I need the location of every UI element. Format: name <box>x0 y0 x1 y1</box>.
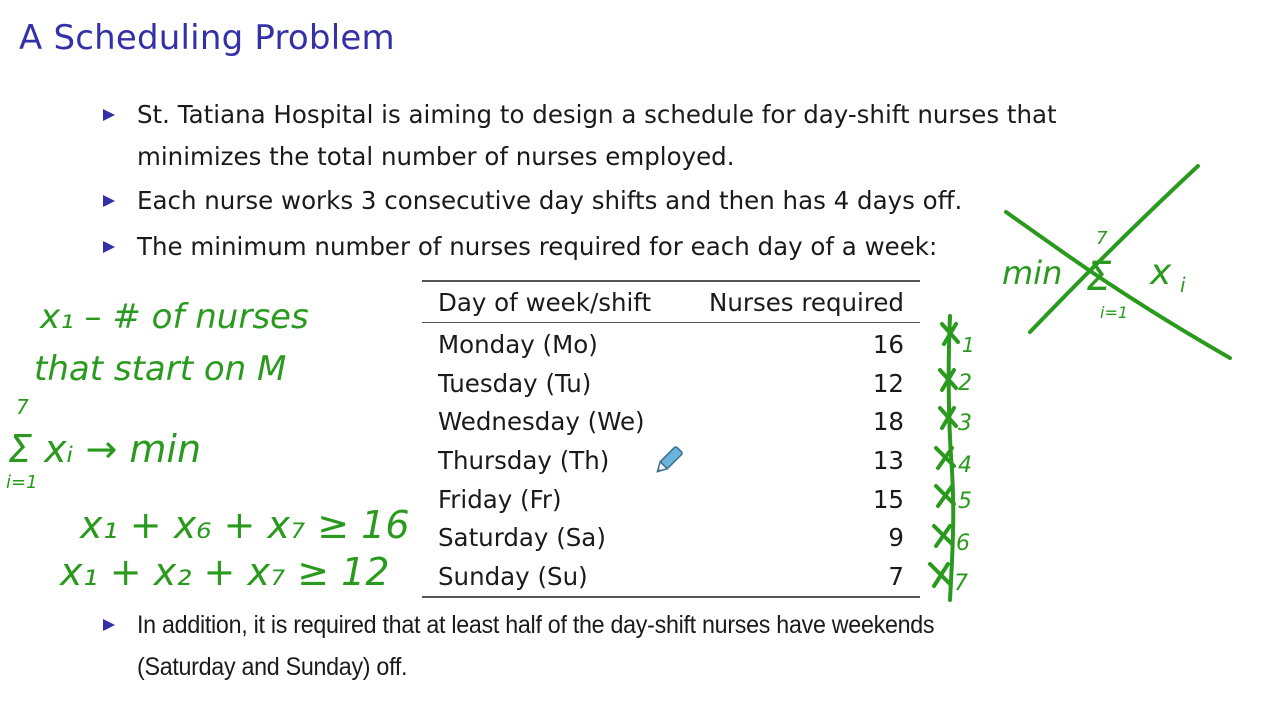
day-cell: Thursday (Th) <box>438 445 610 475</box>
annotation-definition <box>34 297 309 389</box>
pencil-icon[interactable] <box>650 443 686 479</box>
table-row <box>422 364 920 403</box>
table-row <box>422 518 920 557</box>
day-cell: Wednesday (We) <box>438 407 645 437</box>
bullet-text: (Saturday and Sunday) off. <box>137 653 408 681</box>
bullet-text: In addition, it is required that at least half of the day-shift nurses have weekends <box>137 611 935 639</box>
svg-text:4: 4 <box>958 453 972 478</box>
nurses-required-table <box>422 280 920 598</box>
day-cell: Tuesday (Tu) <box>438 368 592 398</box>
annotation-crossed-out-objective <box>1002 166 1230 358</box>
day-cell: Monday (Mo) <box>438 329 598 359</box>
svg-text:x: x <box>1150 252 1172 293</box>
bullet-triangle-icon <box>103 195 115 207</box>
bullet-text: Each nurse works 3 consecutive day shifts and then has 4 days off. <box>137 186 963 215</box>
required-cell: 13 <box>872 445 904 475</box>
day-cell: Saturday (Sa) <box>438 523 606 553</box>
annotation-text: i=1 <box>6 472 38 493</box>
table-row <box>422 323 920 364</box>
svg-text:i: i <box>1180 273 1186 297</box>
bullet-triangle-icon <box>103 241 115 253</box>
annotation-text: x₁ + x₆ + x₇ ≥ 16 <box>80 503 410 547</box>
annotation-variable-column <box>930 316 975 600</box>
annotation-text: x₁ – # of nurses <box>40 297 309 337</box>
required-cell: 9 <box>888 523 904 553</box>
svg-text:7: 7 <box>954 571 968 596</box>
required-cell: 15 <box>872 484 904 514</box>
annotation-constraints <box>59 503 410 594</box>
bullet-text: minimizes the total number of nurses employed. <box>137 142 735 171</box>
svg-text:6: 6 <box>956 531 970 556</box>
day-cell: Sunday (Su) <box>438 561 588 591</box>
table-row <box>422 402 920 441</box>
bullet-triangle-icon <box>103 109 115 121</box>
svg-text:i=1: i=1 <box>1100 303 1129 322</box>
bullet-triangle-icon <box>103 619 115 631</box>
annotation-text: 7 <box>16 395 29 419</box>
annotation-text: Σ xᵢ → min <box>8 427 202 471</box>
column-header-required: Nurses required <box>709 287 904 317</box>
svg-text:2: 2 <box>958 371 972 396</box>
svg-text:3: 3 <box>958 411 972 436</box>
table-row <box>422 480 920 519</box>
table-header-row <box>422 281 920 323</box>
column-header-day: Day of week/shift <box>438 287 652 317</box>
annotation-text: that start on M <box>34 349 287 389</box>
svg-text:1: 1 <box>962 333 975 357</box>
table-row <box>422 557 920 597</box>
svg-text:5: 5 <box>958 489 972 514</box>
bullet-text: The minimum number of nurses required for each day of a week: <box>137 232 938 261</box>
required-cell: 18 <box>872 407 904 437</box>
bullet-text: St. Tatiana Hospital is aiming to design a schedule for day-shift nurses that <box>137 100 1057 129</box>
svg-text:min: min <box>1002 254 1063 292</box>
svg-text:Σ: Σ <box>1086 254 1112 300</box>
required-cell: 16 <box>872 329 904 359</box>
annotation-text: x₁ + x₂ + x₇ ≥ 12 <box>60 550 390 594</box>
day-cell: Friday (Fr) <box>438 484 562 514</box>
required-cell: 7 <box>888 561 904 591</box>
required-cell: 12 <box>872 368 904 398</box>
annotation-objective <box>6 395 201 493</box>
slide-title: A Scheduling Problem <box>19 18 395 58</box>
svg-text:7: 7 <box>1096 228 1108 249</box>
